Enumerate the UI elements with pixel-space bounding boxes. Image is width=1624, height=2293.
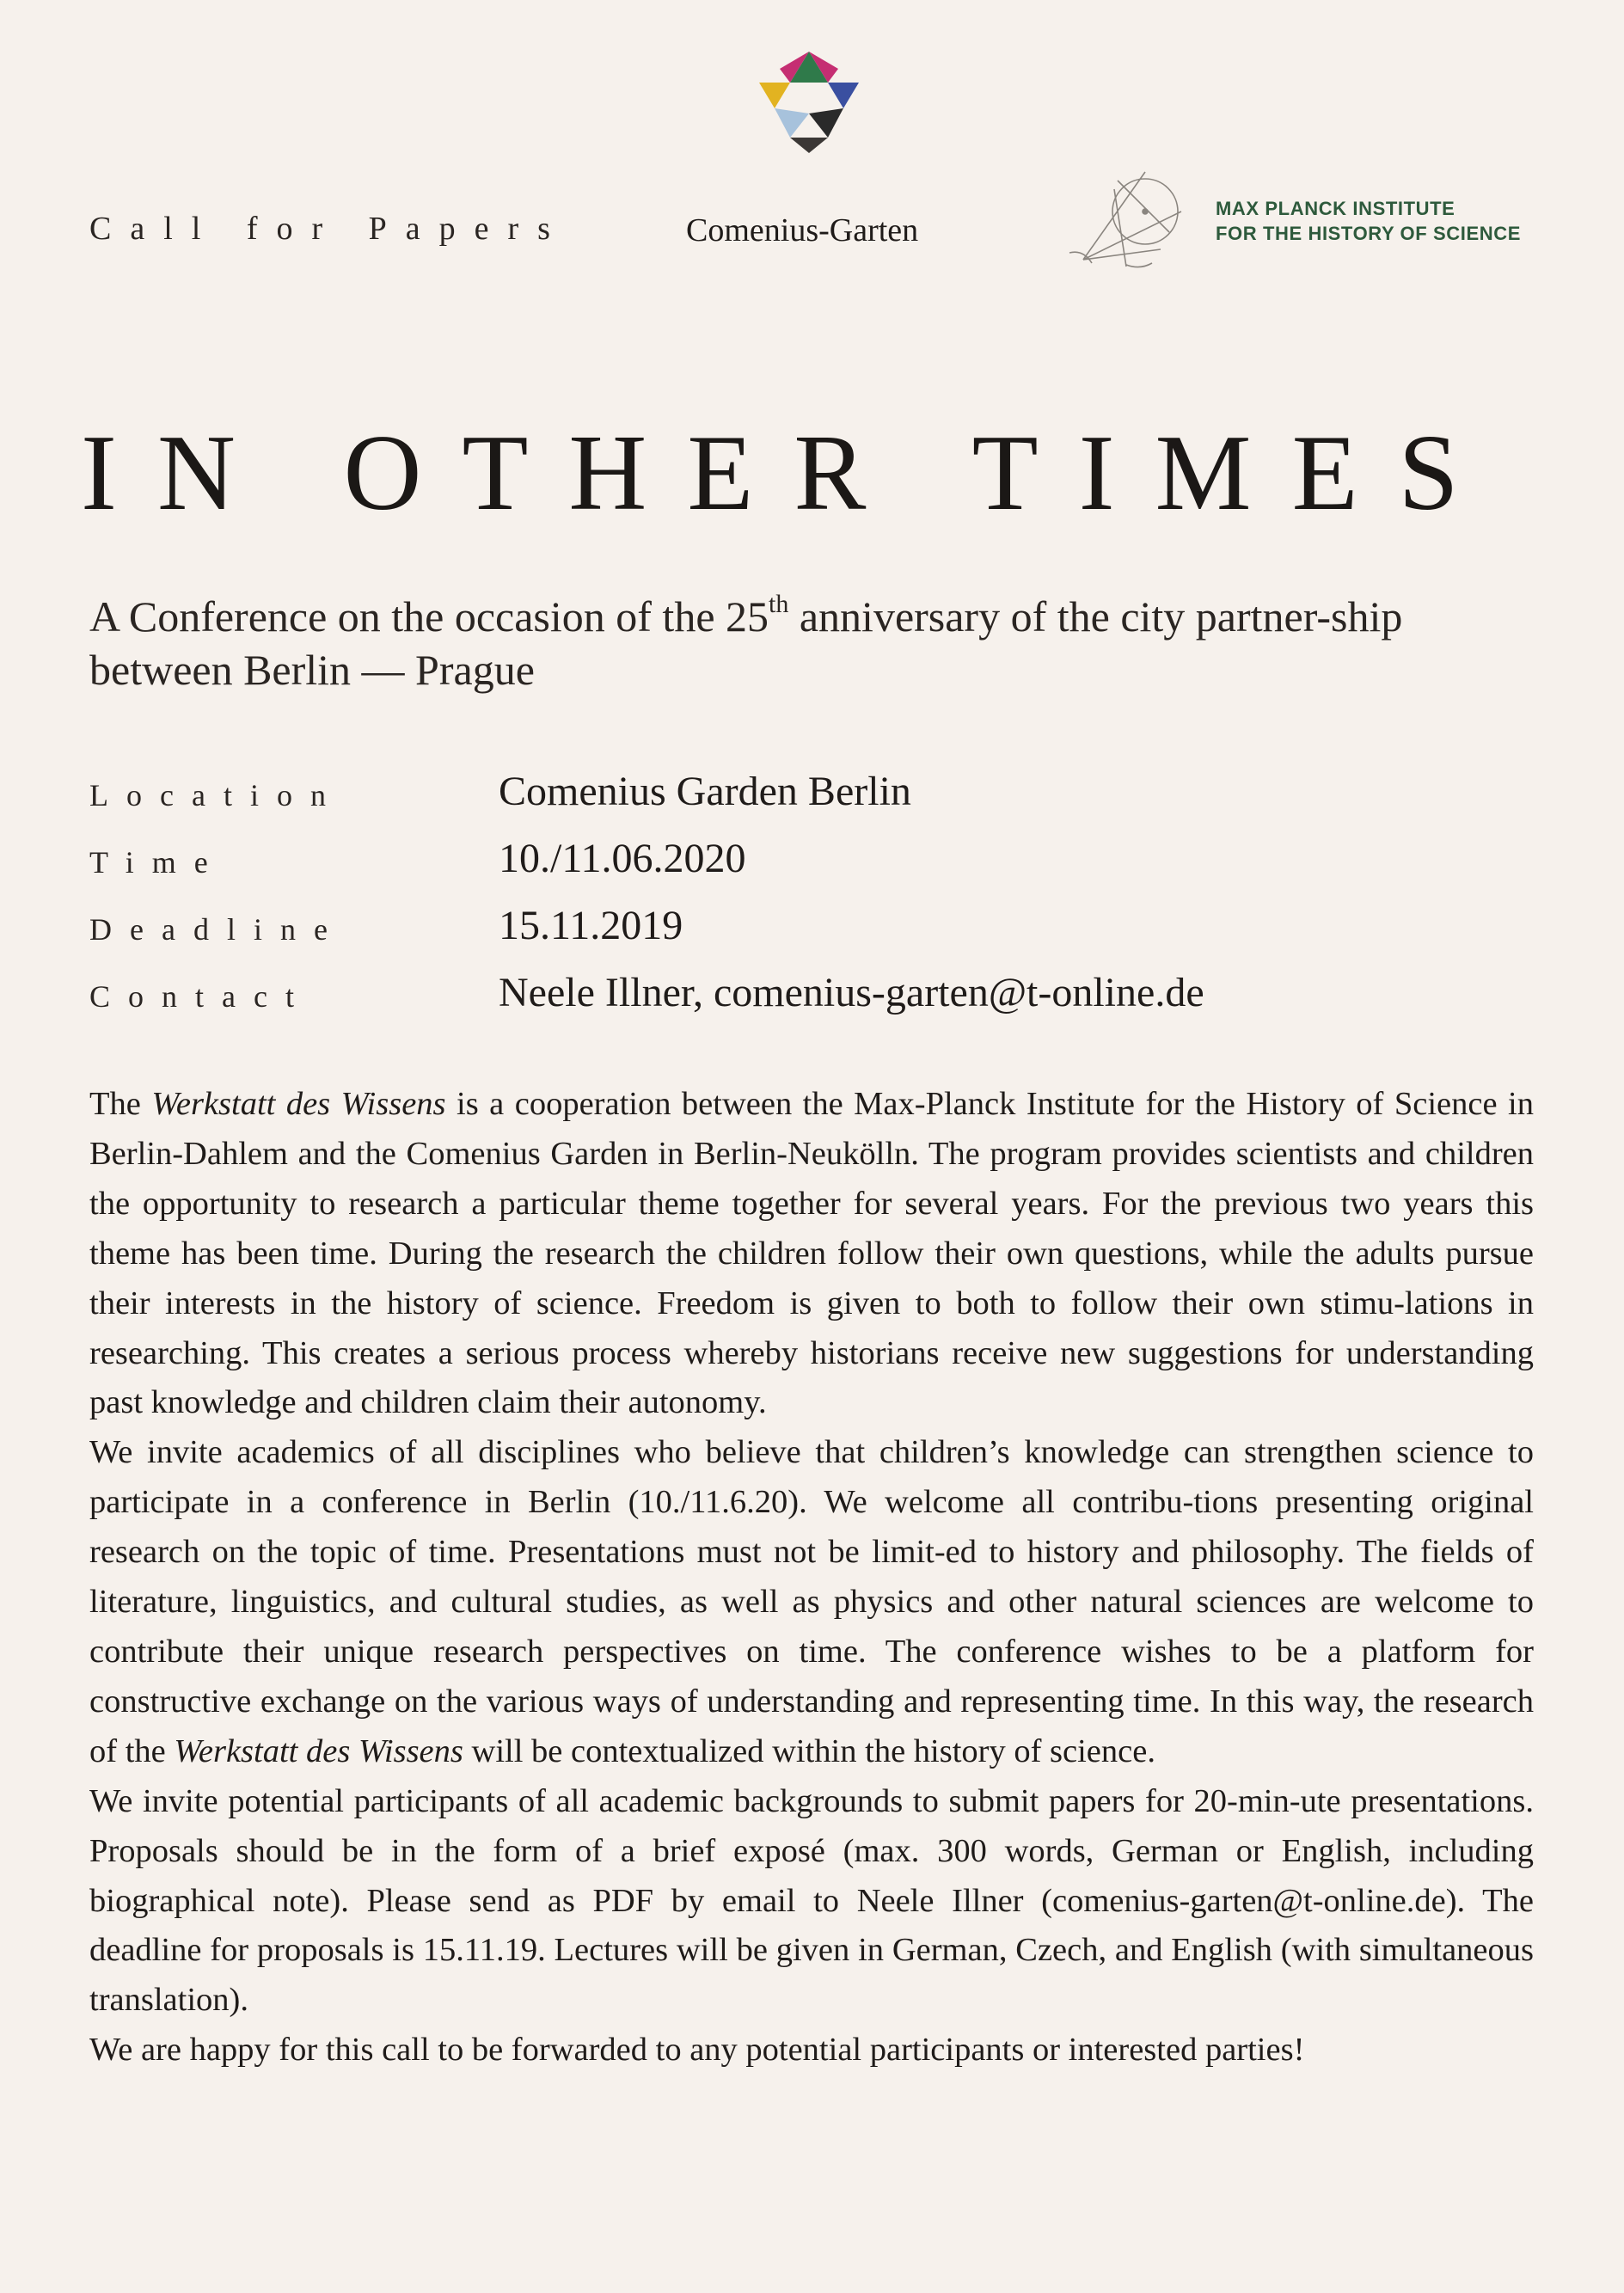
mpi-astrolabe-icon	[1066, 163, 1185, 275]
italic-term: Werkstatt des Wissens	[151, 1086, 446, 1122]
detail-label-deadline: Deadline	[89, 912, 346, 947]
text-segment: The	[89, 1086, 152, 1122]
call-for-papers-label: Call for Papers	[89, 211, 569, 247]
detail-label-location: Location	[89, 778, 344, 812]
detail-value-deadline: 15.11.2019	[499, 903, 683, 948]
text-segment: is a cooperation between the Max-Planck Institute for the History of Science in Berlin-Dahlem and the Comenius Garden in Berlin-Neukölln. The program provides scientists and children the opportunity to research a particular theme together for several years. For the previous two years this theme has been time. During the research the children follow their own questions, while the adults pursue their interests in the history of science. Freedom is given to both to follow their own stimu-lations in researching. This creates a serious process whereby historians receive new suggestions for understanding past knowledge and children claim their autonomy.	[89, 1086, 1534, 1421]
detail-value-contact: Neele Illner, comenius-garten@t-online.de	[499, 970, 1204, 1015]
text-segment: will be contextualized within the history of science.	[463, 1732, 1155, 1769]
mpi-name-line2: FOR THE HISTORY OF SCIENCE	[1216, 223, 1522, 244]
comenius-garten-name: Comenius-Garten	[686, 212, 919, 248]
subtitle-sup: th	[769, 590, 789, 618]
subtitle-part2: anniversary of the city partner-ship between Berlin — Prague	[89, 592, 1403, 694]
subtitle	[89, 590, 1551, 696]
mpi-name-line1: MAX PLANCK INSTITUTE	[1216, 198, 1455, 219]
paragraph-submission: We invite potential participants of all academic backgrounds to submit papers for 20-min-ute presentations. Proposals should be in the form of a brief exposé (max. 300 words, German or English, including biographical note). Please send as PDF by email to Neele Illner (comenius-garten@t-online.de). The deadline for proposals is 15.11.19. Lectures will be given in German, Czech, and English (with simultaneous translation).	[89, 1782, 1534, 2019]
mpi-name	[1216, 196, 1521, 246]
paragraph-forward: We are happy for this call to be forwarded to any potential participants or interested parties!	[89, 2032, 1305, 2069]
comenius-logo-icon	[759, 52, 859, 153]
detail-value-location: Comenius Garden Berlin	[499, 769, 911, 814]
paragraph-invite	[89, 1428, 1534, 1776]
text-segment: We invite academics of all disciplines who believe that children’s knowledge can strengthen science to participate in a conference in Berlin (10./11.6.20). We welcome all contribu-tions presenting original research on the topic of time. Presentations must not be limit-ed to history and philosophy. The fields of literature, linguistics, and cultural studies, as well as physics and other natural sciences are welcome to contribute their unique research perspectives on time. The conference wishes to be a platform for constructive exchange on the various ways of understanding and representing time. In this way, the research of the	[89, 1434, 1534, 1769]
italic-term: Werkstatt des Wissens	[174, 1732, 463, 1769]
detail-label-time: Time	[89, 845, 226, 880]
detail-label-contact: Contact	[89, 979, 312, 1014]
paragraph-intro	[89, 1080, 1534, 1428]
body-text	[89, 1080, 1534, 2075]
subtitle-part1: A Conference on the occasion of the 25	[89, 592, 769, 641]
detail-value-time: 10./11.06.2020	[499, 836, 746, 881]
page-title: IN OTHER TIMES	[81, 414, 1499, 533]
